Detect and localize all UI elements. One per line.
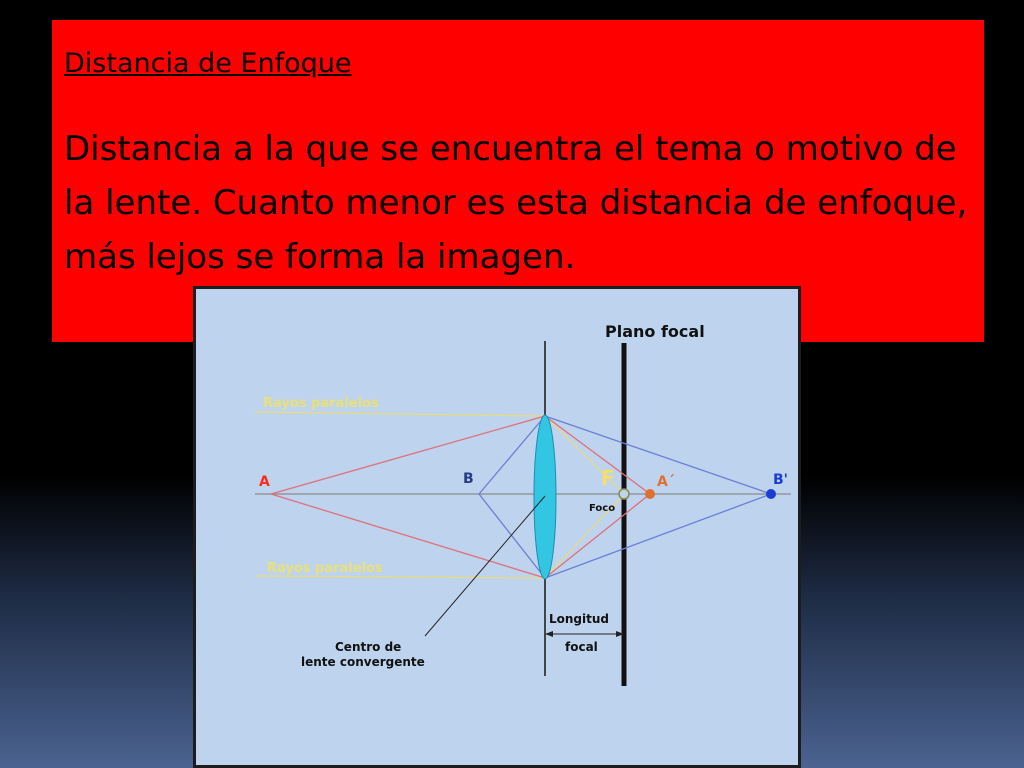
focal-plane-label: Plano focal [605, 322, 705, 341]
lens-diagram [193, 286, 801, 768]
point-a-prime-label: A´ [657, 474, 675, 490]
point-f-label: F [601, 466, 615, 490]
focus-label: Foco [589, 503, 616, 514]
point-b-prime-dot [766, 489, 776, 499]
parallel-ray-top [255, 412, 545, 416]
lens-center-label-line1: Centro de [335, 640, 402, 654]
slide-body-text: Distancia a la que se encuentra el tema o motivo de la lente. Cuanto menor es esta distancia de enfoque, más lejos se forma la imagen. [64, 129, 968, 277]
ray-a-top [271, 416, 545, 494]
focal-length-label-line2: focal [565, 640, 598, 654]
point-a-prime-dot [645, 489, 655, 499]
ray-b-bottom-refracted [545, 494, 771, 578]
parallel-ray-bottom [255, 576, 545, 578]
point-b-label: B [463, 471, 474, 487]
lens-diagram-svg [193, 286, 801, 768]
focus-point [619, 489, 629, 499]
focal-length-arrow-left [545, 631, 553, 637]
lens-center-label-line2: lente convergente [301, 655, 425, 669]
point-a-label: A [259, 474, 270, 490]
point-b-prime-label: B' [773, 472, 788, 488]
parallel-rays-bottom-label: Rayos paralelos [267, 561, 383, 576]
ray-a-top-refracted [545, 416, 650, 494]
lens-center-pointer [425, 496, 545, 636]
converging-lens [534, 415, 556, 579]
slide-title: Distancia de Enfoque [64, 48, 352, 79]
focal-length-label-line1: Longitud [549, 612, 610, 626]
parallel-rays-top-label: Rayos paralelos [263, 396, 379, 411]
